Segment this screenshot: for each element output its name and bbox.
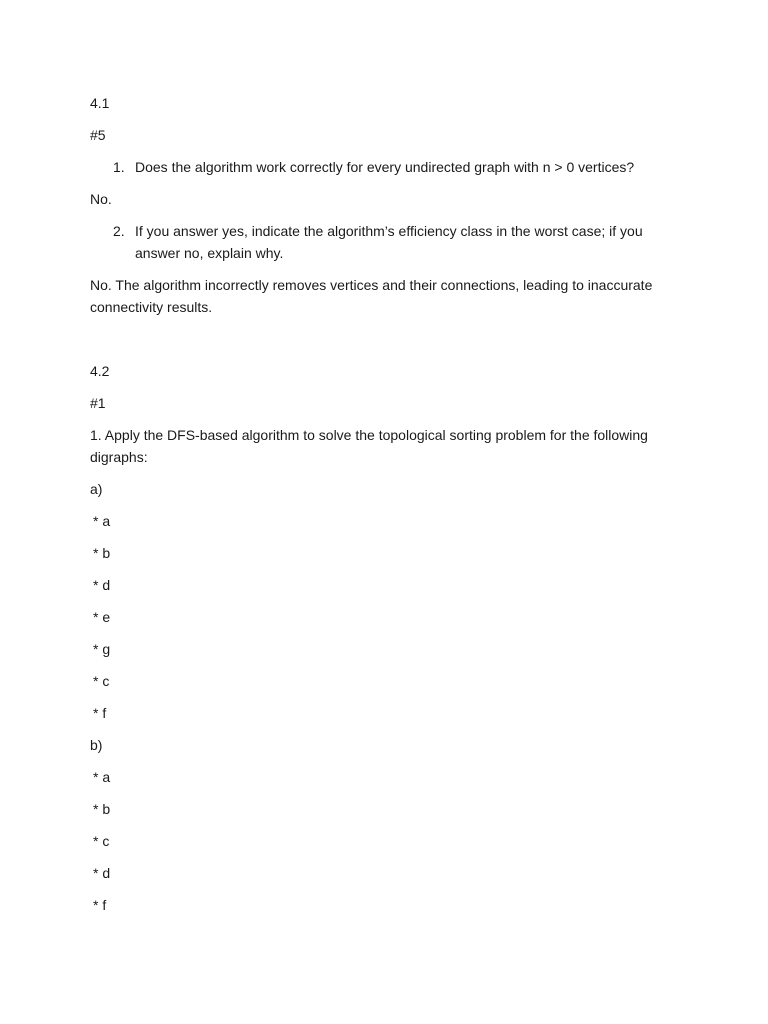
part-b-item: * c (93, 833, 110, 849)
part-a-item: * b (93, 545, 111, 561)
part-b-item: * d (93, 865, 111, 881)
part-a-item: * d (93, 577, 111, 593)
answer-1: No. (90, 191, 112, 207)
answer-2: No. The algorithm incorrectly removes vertices and their connections, leading to inaccurate connectivity results. (90, 277, 657, 315)
section-heading-4-1: 4.1 (90, 95, 110, 111)
question-1-text: Does the algorithm work correctly for every undirected graph with n > 0 vertices? (135, 159, 635, 175)
part-a-label: a) (90, 481, 103, 497)
question-2-number: 2. (113, 223, 125, 239)
problem-number-1: #1 (90, 395, 106, 411)
part-a-item: * c (93, 673, 110, 689)
question-1-number: 1. (113, 159, 125, 175)
part-b-item: * b (93, 801, 111, 817)
section-heading-4-2: 4.2 (90, 363, 110, 379)
part-a-item: * f (93, 705, 107, 721)
part-a-item: * e (93, 609, 111, 625)
topological-sort-question: 1. Apply the DFS-based algorithm to solve the topological sorting problem for the following digraphs: (90, 427, 652, 465)
section-spacer (90, 328, 678, 360)
part-b-item: * f (93, 897, 107, 913)
problem-number-5: #5 (90, 127, 106, 143)
part-a-item: * a (93, 513, 111, 529)
question-2-text: If you answer yes, indicate the algorithm’s efficiency class in the worst case; if you answer no, explain why. (135, 223, 643, 261)
part-a-item: * g (93, 641, 111, 657)
part-b-label: b) (90, 737, 103, 753)
question-1 (90, 156, 678, 178)
question-2 (90, 220, 678, 264)
part-b-item: * a (93, 769, 111, 785)
